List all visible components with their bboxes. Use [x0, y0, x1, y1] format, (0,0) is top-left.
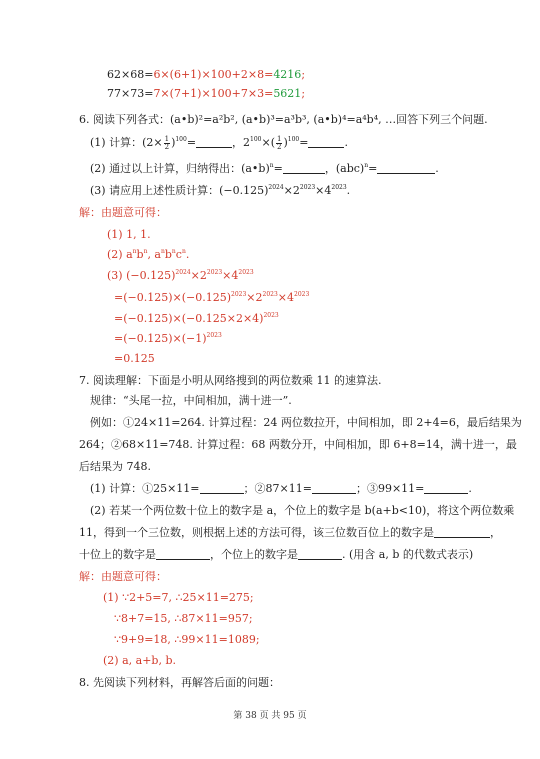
question-7-example-line-1: 例如：①24×11=264. 计算过程：24 两位数拉开，中间相加，即 2+4=6，最后结果为 [90, 416, 522, 429]
q6-p2-text-e: . [435, 162, 439, 175]
exponent: n [181, 248, 186, 255]
exponent: n [269, 162, 274, 169]
example-1-steps: 6×(6+1)×100+2×8= [153, 68, 274, 81]
q7-p2-text: ， [490, 526, 501, 539]
q7-solution-1: (1) ∵2+5=7, ∴25×11=275; [103, 591, 254, 604]
exponent: 2023 [263, 312, 279, 319]
exponent: 100 [175, 136, 187, 143]
q6-s2-text: c [175, 248, 182, 261]
example-1-end: ; [301, 68, 306, 81]
q6-solution-3 [107, 269, 254, 283]
q6-p2-text-b: = [273, 162, 283, 175]
q7-p2-text: . (用含 a, b 的代数式表示) [342, 548, 474, 561]
question-7-part-2-line-1: (2) 若某一个两位数十位上的数字是 a，个位上的数字是 b(a+b<10)，将这个两位数乘 [90, 504, 515, 517]
exponent: n [364, 162, 369, 169]
q6-s3-text: (3) (−0.125) [107, 269, 176, 282]
solution-label: 解：由题意可得： [79, 570, 167, 583]
q6-s4-text: ×2 [246, 291, 263, 304]
q6-p2-text-d: = [368, 162, 378, 175]
q6-p1-text-d: ，2 [232, 136, 251, 149]
answer-blank[interactable] [377, 163, 435, 174]
fraction-denominator: 2 [164, 142, 170, 151]
q6-s3-text: ×2 [190, 269, 207, 282]
question-8-stem: 8. 先阅读下列材料，再解答后面的问题： [79, 676, 280, 689]
q6-p1-text-f: ) [283, 136, 288, 149]
exponent: 2023 [206, 332, 222, 339]
q7-solution-2: ∵8+7=15, ∴87×11=957; [114, 612, 253, 625]
exponent: 2023 [299, 184, 316, 191]
question-7-part-1 [90, 482, 472, 496]
exponent: 2023 [331, 184, 347, 191]
answer-blank[interactable] [200, 483, 244, 494]
q6-p1-text-c: = [186, 136, 197, 149]
example-line-1 [107, 68, 305, 82]
q6-p1-text-h: . [344, 136, 348, 149]
question-6-part-3 [90, 184, 350, 198]
fraction-denominator: 2 [277, 142, 282, 151]
question-7-part-2-line-3 [79, 548, 473, 562]
exponent: 100 [250, 136, 262, 143]
exponent: n [132, 248, 137, 255]
solution-label: 解：由题意可得： [79, 206, 167, 219]
answer-blank[interactable] [298, 549, 342, 560]
q6-s3-text: ×4 [222, 269, 239, 282]
q6-s5-text: =(−0.125)×(−0.125×2×4) [114, 312, 264, 325]
example-2-steps: 7×(7+1)×100+7×3= [153, 87, 274, 100]
q7-p1-text: ；②87×11= [243, 482, 312, 495]
question-6-stem: 6. 阅读下列各式：(a•b)²=a²b², (a•b)³=a³b³, (a•b)⁴=a⁴b⁴, …回答下列三个问题. [79, 113, 488, 126]
exponent: 2024 [175, 269, 191, 276]
q6-p1-text-e: ×( [261, 136, 275, 149]
q6-s6-text: =(−0.125)×(−1) [114, 332, 207, 345]
q6-s4-text: =(−0.125)×(−0.125) [114, 291, 232, 304]
answer-blank[interactable] [424, 483, 468, 494]
exponent: n [171, 248, 176, 255]
answer-blank[interactable] [196, 137, 232, 148]
q6-p1-text-b: ) [171, 136, 176, 149]
example-1-expression: 62×68= [107, 68, 154, 81]
example-2-expression: 77×73= [107, 87, 154, 100]
exponent: n [161, 248, 165, 255]
q6-solution-2 [107, 248, 189, 262]
exponent: 2023 [206, 269, 223, 276]
q6-solution-5 [114, 312, 279, 326]
q6-s2-text: (2) a [107, 248, 133, 261]
q6-p1-text-g: = [299, 136, 309, 149]
q6-solution-1: (1) 1, 1. [107, 228, 151, 241]
question-7-example-line-2: 264；②68×11=748. 计算过程：68 两数分开，中间相加，即 6+8=14，满十进一，最 [79, 438, 517, 451]
q6-p1-text-a: (1) 计算：(2× [90, 136, 163, 149]
q6-s4-text: ×4 [277, 291, 295, 304]
fraction-numerator: 1 [277, 134, 282, 143]
answer-blank[interactable] [434, 527, 490, 538]
q6-p2-text-c: ，(abc) [324, 162, 365, 175]
q6-s2-text: , a [147, 248, 161, 261]
fraction-one-half [164, 136, 170, 151]
q7-solution-3: ∵9+9=18, ∴99×11=1089; [114, 633, 260, 646]
example-2-result: 5621 [273, 87, 302, 100]
exponent: 2023 [294, 291, 310, 298]
q7-p1-text: . [468, 482, 472, 495]
q6-p3-text-d: . [346, 184, 351, 197]
question-6-part-1 [90, 134, 348, 152]
exponent: 2023 [231, 291, 247, 298]
q7-p2-text: 11，得到一个三位数，则根据上述的方法可得，该三位数百位上的数字是 [79, 526, 434, 539]
example-line-2 [107, 87, 305, 101]
q6-p3-text-a: (3) 请应用上述性质计算：(−0.125) [90, 184, 269, 197]
q6-s2-text: b [164, 248, 172, 261]
q7-p2-text: 十位上的数字是 [79, 548, 156, 561]
q6-solution-7: =0.125 [114, 352, 155, 365]
question-7-stem: 7. 阅读理解：下面是小明从网络搜到的两位数乘 11 的速算法. [79, 374, 382, 387]
answer-blank[interactable] [312, 483, 356, 494]
page-footer: 第 38 页 共 95 页 [233, 711, 307, 721]
exponent: n [143, 248, 148, 255]
q6-solution-4 [114, 291, 309, 305]
question-7-part-2-line-2 [79, 526, 501, 540]
q6-p3-text-c: ×4 [315, 184, 332, 197]
exponent: 2023 [262, 291, 278, 298]
fraction-numerator: 1 [164, 134, 170, 143]
exponent: 100 [287, 136, 300, 143]
q7-p2-text: ，个位上的数字是 [210, 548, 298, 561]
answer-blank[interactable] [283, 163, 325, 174]
q6-s2-text: b [136, 248, 144, 261]
exponent: 2023 [238, 269, 254, 276]
q6-s2-text: . [185, 248, 190, 261]
fraction-one-half [276, 136, 282, 151]
q7-p1-text: ；③99×11= [355, 482, 425, 495]
q7-p1-text: (1) 计算：①25×11= [90, 482, 200, 495]
question-6-part-2 [90, 162, 439, 176]
question-7-rule: 规律：“头尾一拉，中间相加，满十进一”. [90, 394, 292, 407]
q7-solution-4: (2) a, a+b, b. [103, 654, 176, 667]
question-7-example-line-3: 后结果为 748. [79, 460, 151, 473]
q6-p2-text-a: (2) 通过以上计算，归纳得出：(a•b) [90, 162, 270, 175]
answer-blank[interactable] [156, 549, 210, 560]
q6-solution-6 [114, 332, 222, 346]
exponent: 2024 [268, 184, 284, 191]
q6-p3-text-b: ×2 [283, 184, 300, 197]
example-2-end: ; [301, 87, 306, 100]
example-1-result: 4216 [273, 68, 302, 81]
answer-blank[interactable] [308, 137, 344, 148]
